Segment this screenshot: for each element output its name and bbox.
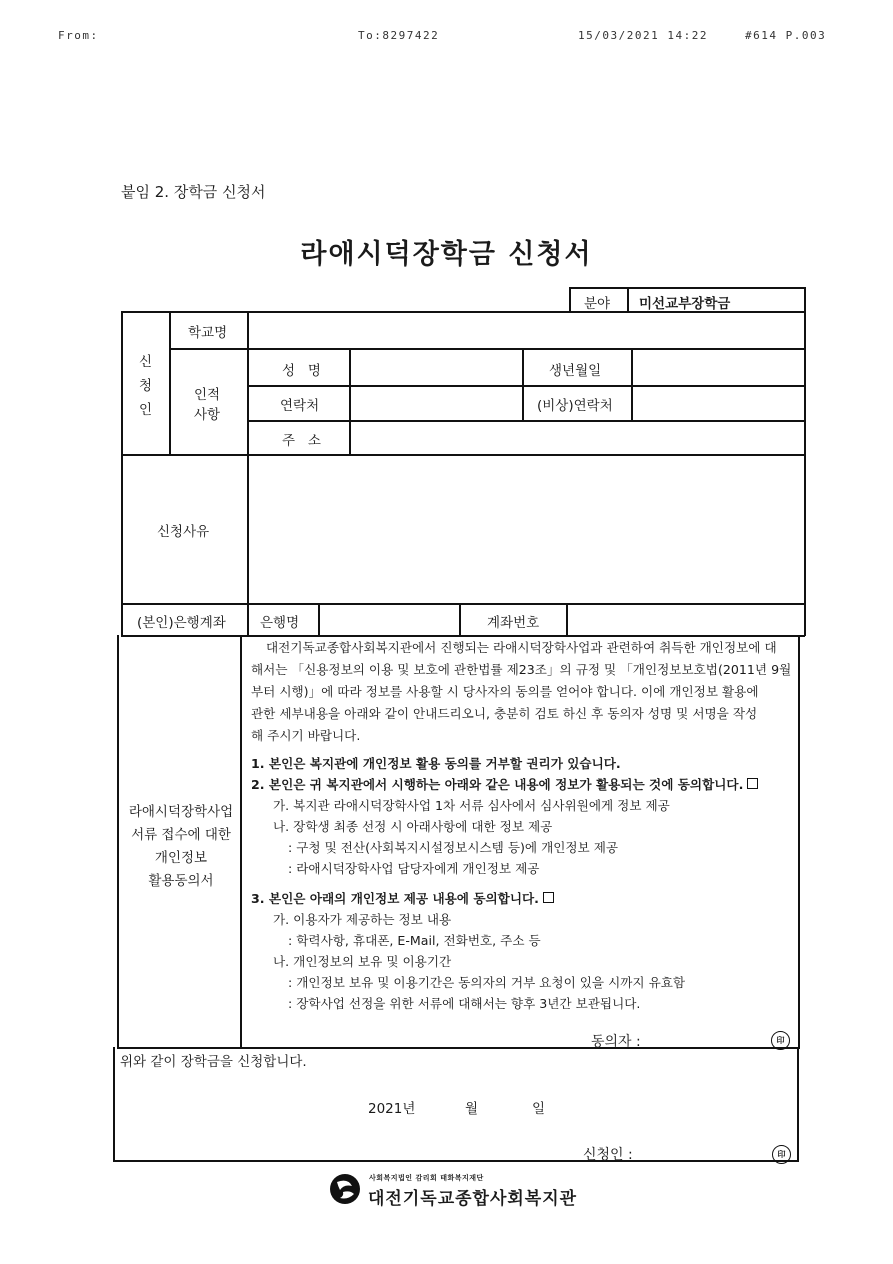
- application-day: 일: [532, 1101, 546, 1117]
- applicant-label-2: 청: [139, 378, 153, 394]
- fax-to: To:8297422: [358, 29, 440, 42]
- applicant-signature-field[interactable]: [650, 1141, 765, 1159]
- consent-label-2: 서류 접수에 대한: [131, 827, 231, 843]
- name-field[interactable]: [352, 351, 520, 383]
- org-logo-icon: [328, 1172, 362, 1210]
- reason-field[interactable]: [250, 457, 802, 601]
- consent-item-3: 3. 본인은 아래의 개인정보 제공 내용에 동의합니다.: [251, 888, 554, 909]
- consent-item-2b: 나. 장학생 최종 선정 시 아래사항에 대한 정보 제공: [273, 819, 553, 834]
- consent-item-3b: 나. 개인정보의 보유 및 이용기간: [273, 954, 452, 969]
- contact-field[interactable]: [352, 388, 520, 418]
- consent-item-1: 1. 본인은 복지관에 개인정보 활용 동의를 거부할 권리가 있습니다.: [251, 756, 621, 771]
- consent-signature-field[interactable]: [655, 1028, 765, 1046]
- application-year: 2021년: [368, 1101, 416, 1117]
- org-name: 대전기독교종합사회복지관: [368, 1189, 578, 1209]
- address-label: 주 소: [282, 433, 321, 449]
- consent-label-4: 활용동의서: [148, 873, 214, 889]
- birthdate-field[interactable]: [634, 351, 802, 383]
- fax-page: #614 P.003: [745, 29, 827, 42]
- emergency-contact-label: (비상)연락처: [537, 398, 613, 414]
- consent-item-3-checkbox[interactable]: [543, 892, 554, 903]
- consent-label-1: 라애시덕장학사업: [128, 804, 234, 820]
- consent-item-2b2: : 라애시덕장학사업 담당자에게 개인정보 제공: [288, 861, 540, 876]
- consent-seal-icon: 印: [771, 1031, 790, 1050]
- consent-item-2: 2. 본인은 귀 복지관에서 시행하는 아래와 같은 내용에 정보가 활용되는 것에 동의합니다.: [251, 774, 758, 795]
- emergency-contact-field[interactable]: [634, 388, 802, 418]
- reason-label: 신청사유: [157, 524, 210, 540]
- consent-item-2a: 가. 복지관 라애시덕장학사업 1차 서류 심사에서 심사위원에게 정보 제공: [273, 798, 670, 813]
- category-value: 미선교부장학금: [639, 296, 731, 312]
- personal-info-label-1: 인적: [194, 387, 221, 403]
- consent-item-3a: 가. 이용자가 제공하는 정보 내용: [273, 912, 452, 927]
- bank-name-field[interactable]: [321, 606, 457, 634]
- school-label: 학교명: [188, 325, 228, 341]
- consent-item-2-checkbox[interactable]: [747, 778, 758, 789]
- category-label: 분야: [584, 296, 611, 312]
- school-field[interactable]: [250, 314, 802, 346]
- application-month: 월: [465, 1101, 479, 1117]
- application-statement: 위와 같이 장학금을 신청합니다.: [120, 1054, 307, 1070]
- org-small-text: 사회복지법인 감리회 태화복지재단: [369, 1174, 484, 1182]
- account-number-label: 계좌번호: [487, 615, 540, 631]
- consent-item-2b1: : 구청 및 전산(사회복지시설정보시스템 등)에 개인정보 제공: [288, 840, 619, 855]
- page-title: 라애시덕장학금 신청서: [300, 239, 593, 270]
- consent-item-3b2: : 장학사업 선정을 위한 서류에 대해서는 향후 3년간 보관됩니다.: [288, 996, 641, 1011]
- name-label: 성 명: [282, 363, 321, 379]
- personal-info-label-2: 사항: [194, 407, 221, 423]
- applicant-seal-icon: 印: [772, 1145, 791, 1164]
- applicant-label-1: 신: [139, 354, 153, 370]
- consent-item-3a1: : 학력사항, 휴대폰, E-Mail, 전화번호, 주소 등: [288, 933, 541, 948]
- birthdate-label: 생년월일: [549, 363, 602, 379]
- consent-item-3b1: : 개인정보 보유 및 이용기간은 동의자의 거부 요청이 있을 시까지 유효함: [288, 975, 686, 990]
- attachment-label: 붙임 2. 장학금 신청서: [121, 183, 266, 201]
- contact-label: 연락처: [280, 398, 320, 414]
- consent-label-3: 개인정보: [154, 850, 208, 866]
- applicant-signer-label: 신청인 :: [583, 1147, 633, 1163]
- fax-datetime: 15/03/2021 14:22: [578, 29, 708, 42]
- address-field[interactable]: [352, 423, 802, 452]
- fax-from: From:: [58, 29, 99, 42]
- consent-signer-label: 동의자 :: [591, 1034, 641, 1050]
- bank-account-label: (본인)은행계좌: [137, 615, 226, 631]
- bank-name-label: 은행명: [260, 615, 300, 631]
- account-number-field[interactable]: [569, 606, 802, 634]
- applicant-label-3: 인: [139, 402, 153, 418]
